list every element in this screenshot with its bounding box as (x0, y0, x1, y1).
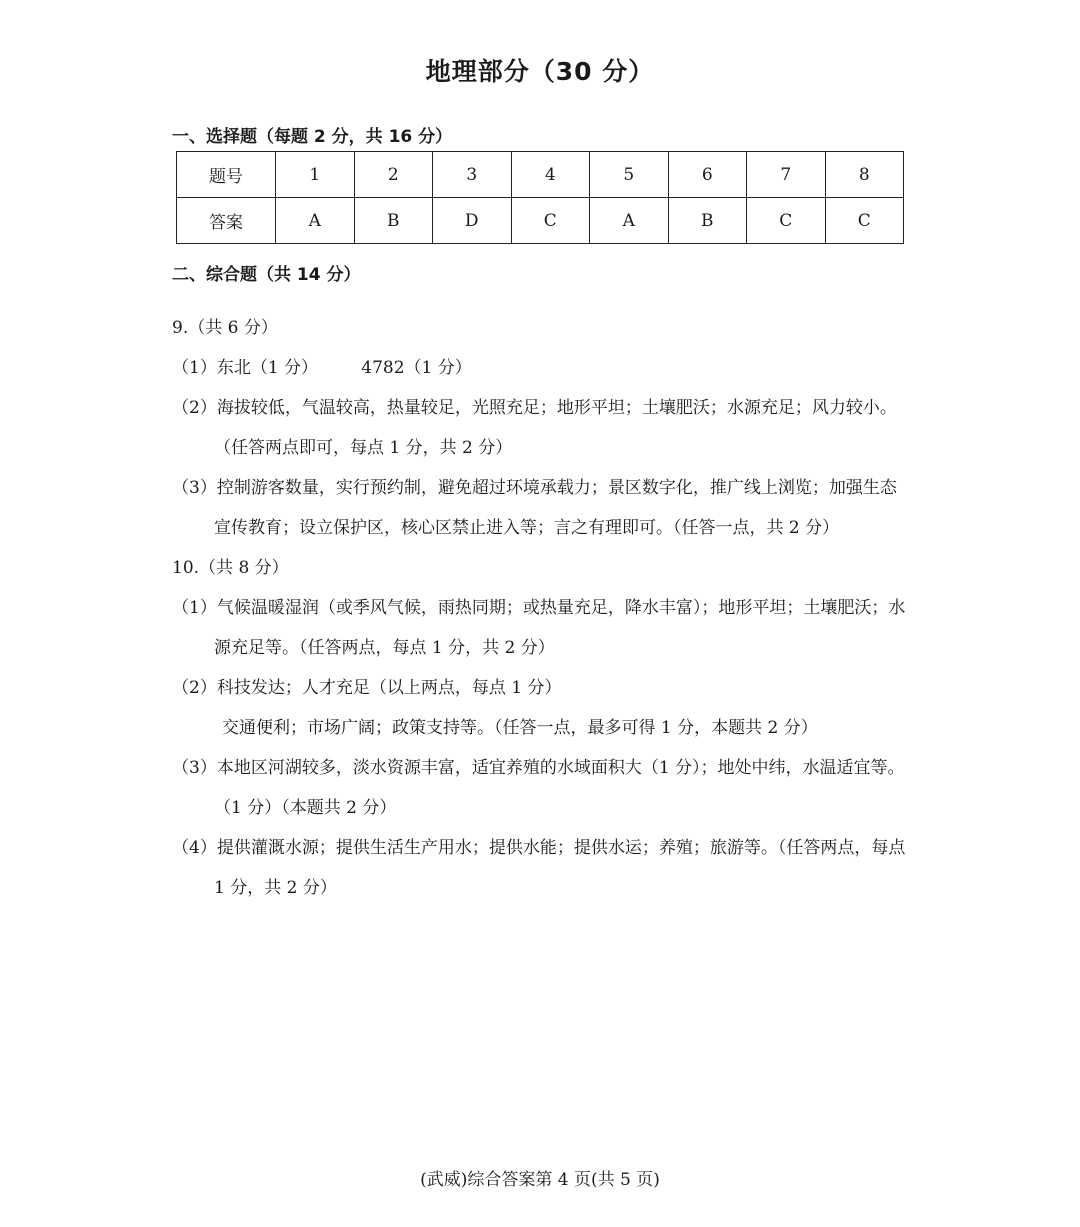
answer-content (172, 308, 912, 908)
table-cell-number: 3 (433, 152, 512, 198)
page-footer: (武威)综合答案第 4 页(共 5 页) (420, 1170, 660, 1190)
table-cell-answer: C (825, 198, 904, 244)
table-row-answers (177, 198, 904, 244)
question-10-heading: 10.（共 8 分） (172, 558, 289, 578)
table-cell-number: 5 (590, 152, 669, 198)
section-comprehensive-heading: 二、综合题（共 14 分） (172, 265, 361, 285)
table-cell-answer: A (276, 198, 355, 244)
question-9-part-2: （2）海拔较低，气温较高，热量较足，光照充足；地形平坦；土壤肥沃；水源充足；风力较小。（任答两点即可，每点 1 分，共 2 分） (172, 398, 897, 458)
question-10-part-4: （4）提供灌溉水源；提供生活生产用水；提供水能；提供水运；养殖；旅游等。（任答两点，每点 1 分，共 2 分） (172, 838, 906, 898)
page-title: 地理部分（30 分） (425, 57, 655, 86)
table-cell-answer: A (590, 198, 669, 244)
question-10-part-2-continued: 交通便利；市场广阔；政策支持等。（任答一点，最多可得 1 分，本题共 2 分） (222, 718, 818, 738)
table-cell-answer: C (747, 198, 826, 244)
table-cell-number: 8 (825, 152, 904, 198)
table-row-label: 题号 (177, 152, 276, 198)
table-cell-number: 2 (354, 152, 433, 198)
table-row-label: 答案 (177, 198, 276, 244)
answer-table (176, 151, 904, 244)
question-9-part-3: （3）控制游客数量，实行预约制，避免超过环境承载力；景区数字化，推广线上浏览；加强生态宣传教育；设立保护区，核心区禁止进入等；言之有理即可。（任答一点，共 2 分） (172, 478, 897, 538)
table-cell-number: 7 (747, 152, 826, 198)
table-cell-number: 6 (668, 152, 747, 198)
question-10-part-3: （3）本地区河湖较多，淡水资源丰富，适宜养殖的水域面积大（1 分）；地处中纬，水温适宜等。（1 分）（本题共 2 分） (172, 758, 905, 818)
question-10-part-2: （2）科技发达；人才充足（以上两点，每点 1 分） (172, 678, 562, 698)
table-cell-answer: D (433, 198, 512, 244)
table-cell-answer: B (668, 198, 747, 244)
table-cell-answer: C (511, 198, 590, 244)
table-cell-answer: B (354, 198, 433, 244)
section-choice-heading: 一、选择题（每题 2 分，共 16 分） (172, 127, 453, 147)
table-cell-number: 4 (511, 152, 590, 198)
question-9-heading: 9.（共 6 分） (172, 318, 278, 338)
question-10-part-1: （1）气候温暖湿润（或季风气候，雨热同期；或热量充足，降水丰富）；地形平坦；土壤肥沃；水源充足等。（任答两点，每点 1 分，共 2 分） (172, 598, 906, 658)
table-cell-number: 1 (276, 152, 355, 198)
table-row-numbers (177, 152, 904, 198)
question-9-part-1: （1）东北（1 分） 4782（1 分） (172, 358, 472, 378)
